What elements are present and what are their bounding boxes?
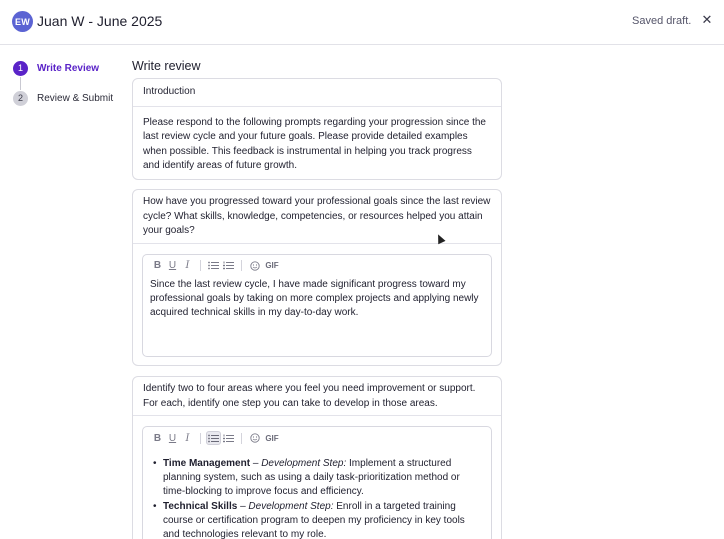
- item-step-label: Development Step:: [261, 458, 347, 469]
- italic-icon[interactable]: I: [185, 260, 190, 271]
- item-step-label: Development Step:: [248, 500, 334, 512]
- question-prompt: Identify two to four areas where you feel you need improvement or support. For each, identify one step you can take to develop in those areas.: [133, 377, 501, 416]
- toolbar-divider: [200, 433, 201, 444]
- italic-icon[interactable]: I: [185, 432, 190, 444]
- bold-icon[interactable]: B: [153, 260, 162, 271]
- item-text: Enroll in a targeted training course or certification program to deepen my proficiency in key tools and technologies relevant to my role.: [163, 500, 465, 539]
- toolbar-divider: [200, 260, 201, 271]
- step-review-submit[interactable]: [13, 90, 113, 106]
- avatar: EW: [12, 11, 33, 32]
- intro-heading: Introduction: [133, 79, 501, 107]
- bullet-list-icon[interactable]: [206, 259, 221, 273]
- step-number: 2: [13, 91, 28, 106]
- question-prompt: How have you progressed toward your professional goals since the last review cycle? What skills, knowledge, competencies, or resources helped you attain your goals?: [133, 190, 501, 244]
- step-label: Review & Submit: [37, 92, 114, 104]
- editor-toolbar: [143, 427, 491, 449]
- list-item: [143, 457, 483, 500]
- underline-icon[interactable]: U: [168, 432, 177, 444]
- section-title: Write review: [132, 59, 201, 73]
- question-card-1: [132, 189, 502, 366]
- item-title: Time Management: [163, 458, 251, 469]
- step-label: Write Review: [37, 62, 100, 74]
- rich-text-editor[interactable]: [142, 426, 492, 539]
- step-connector: [20, 77, 21, 90]
- answer-text[interactable]: Since the last review cycle, I have made significant progress toward my professional goals by taking on more complex projects and applying newly acquired technical skills in my day-to-day work.: [150, 278, 479, 318]
- emoji-icon[interactable]: [247, 431, 262, 445]
- answer-list[interactable]: [143, 449, 491, 539]
- item-title: Technical Skills: [163, 500, 238, 512]
- question-card-2: [132, 376, 502, 539]
- item-dash: –: [237, 500, 249, 512]
- gif-icon[interactable]: GIF: [265, 261, 279, 270]
- bullet-list-icon[interactable]: [206, 431, 221, 445]
- emoji-icon[interactable]: [247, 259, 262, 273]
- editor-toolbar: [143, 255, 491, 277]
- underline-icon[interactable]: U: [168, 260, 177, 271]
- save-status: Saved draft.: [632, 15, 692, 27]
- close-icon[interactable]: ✕: [701, 12, 713, 27]
- step-write-review[interactable]: [13, 60, 99, 76]
- bold-icon[interactable]: B: [153, 432, 162, 444]
- intro-body: Please respond to the following prompts regarding your progression since the last review cycle and your future goals. Please provide detailed examples when possible. This feedback is instrumental in helping you track progress and identify areas of future growth.: [143, 116, 486, 171]
- step-number: 1: [13, 61, 28, 76]
- rich-text-editor[interactable]: [142, 254, 492, 357]
- intro-card: [132, 78, 502, 180]
- item-text: Implement a structured planning system, such as using a daily task-prioritization method or time-blocking to improve focus and efficiency.: [163, 458, 460, 498]
- list-item: [143, 500, 483, 539]
- toolbar-divider: [241, 433, 242, 444]
- toolbar-divider: [241, 260, 242, 271]
- gif-icon[interactable]: GIF: [265, 433, 279, 443]
- page-title: Juan W - June 2025: [37, 13, 163, 29]
- top-bar: [0, 0, 724, 45]
- numbered-list-icon[interactable]: [221, 259, 236, 273]
- item-dash: –: [250, 458, 262, 469]
- numbered-list-icon[interactable]: [221, 431, 236, 445]
